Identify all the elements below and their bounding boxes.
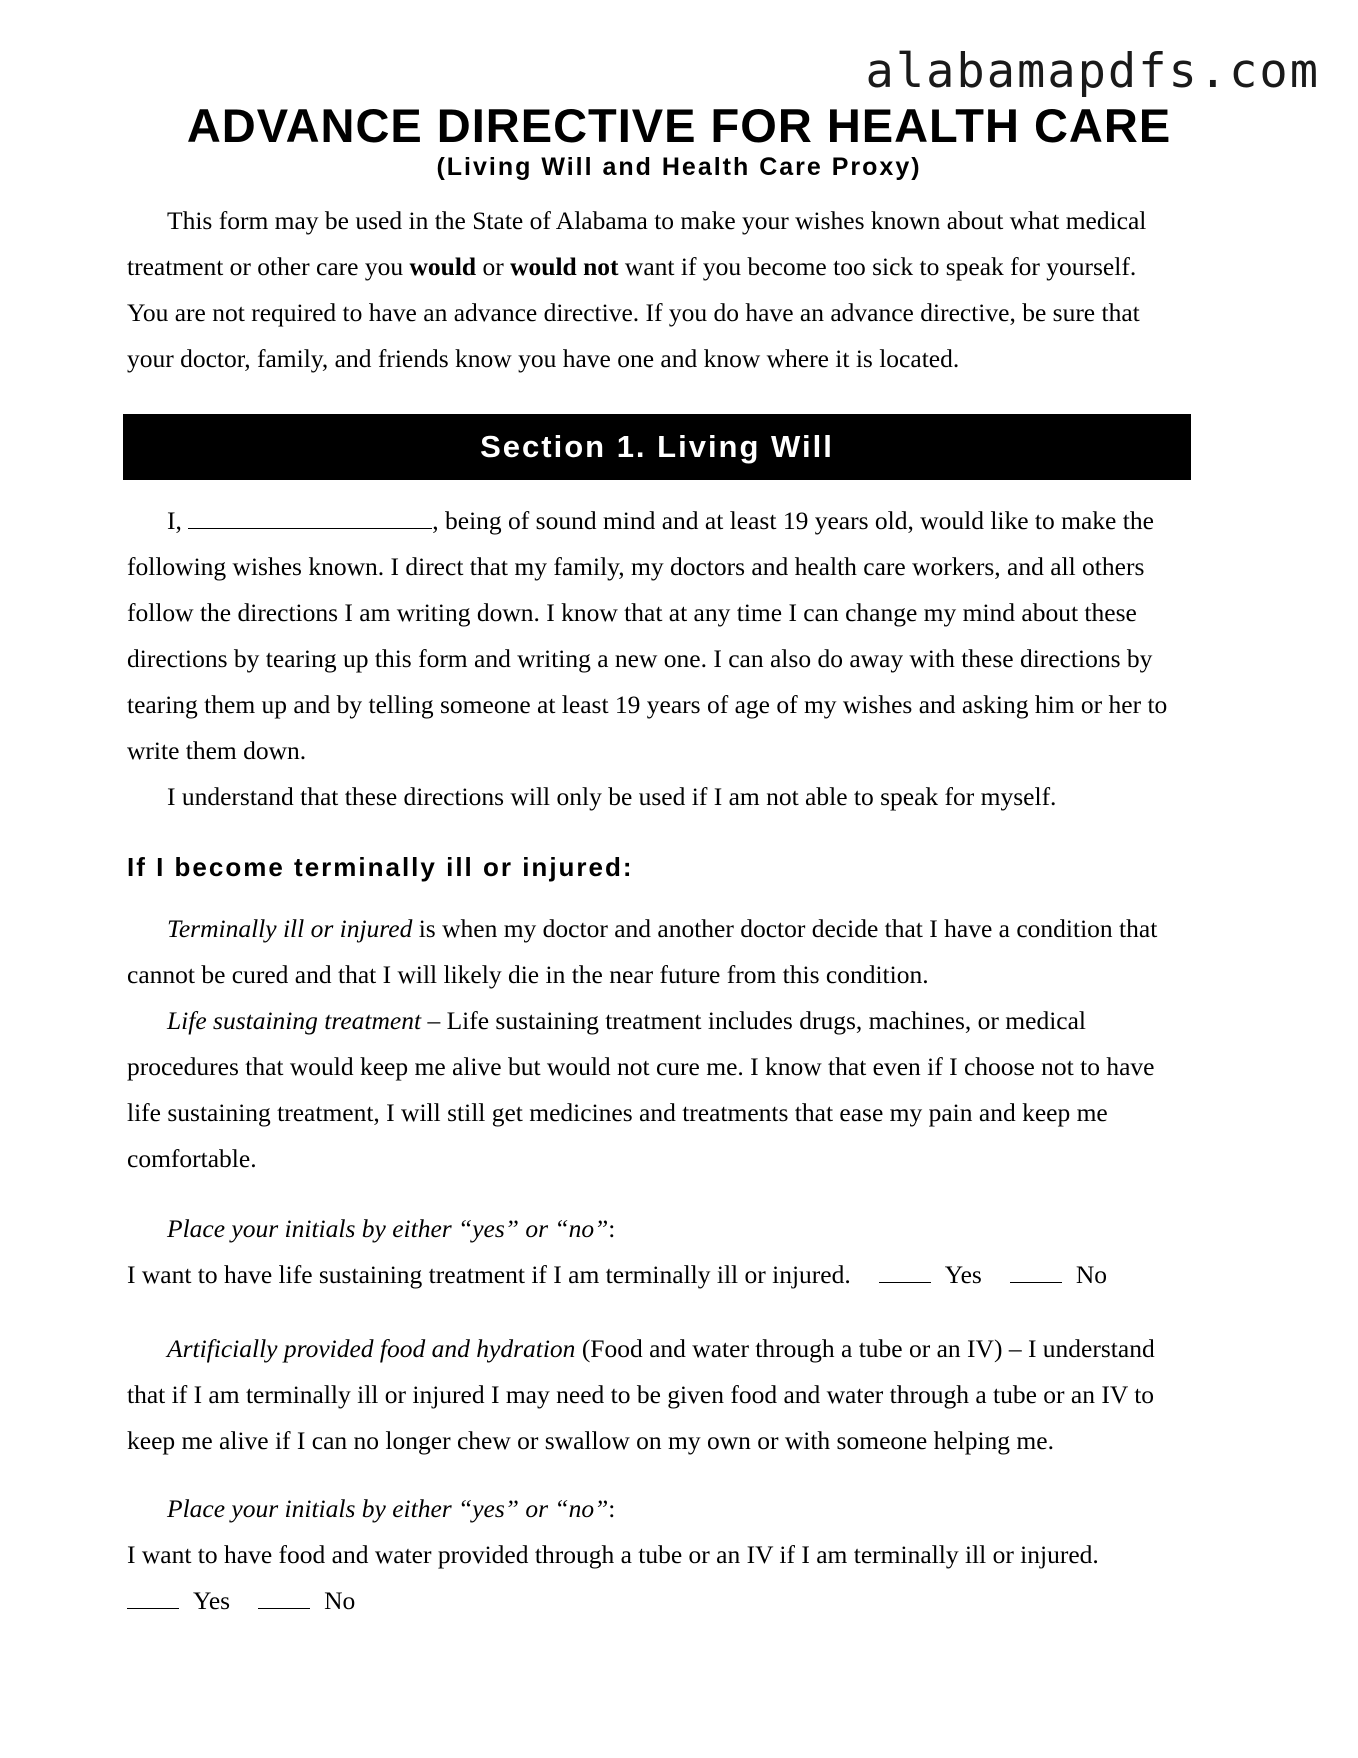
intro-paragraph bbox=[127, 198, 1207, 382]
yes-label: Yes bbox=[193, 1586, 231, 1615]
terminal-definitions bbox=[127, 906, 1207, 1182]
wishes-line: following wishes known. I direct that my family, my doctors and health care workers, and all others bbox=[127, 552, 1145, 581]
watermark: alabamapdfs.com bbox=[865, 44, 1320, 99]
no-label: No bbox=[324, 1586, 356, 1615]
wishes-line: I, , being of sound mind and at least 19 years old, would like to make the bbox=[167, 506, 1154, 535]
form-title: ADVANCE DIRECTIVE FOR HEALTH CARE bbox=[186, 99, 1172, 152]
wishes-line: follow the directions I am writing down. I know that at any time I can change my mind about these bbox=[127, 598, 1137, 627]
question-prompt: Place your initials by either “yes” or “no”: bbox=[167, 1494, 616, 1523]
q1-no-initials[interactable] bbox=[1010, 1260, 1062, 1283]
q2-no-initials[interactable] bbox=[258, 1586, 310, 1609]
question-1 bbox=[127, 1206, 1207, 1298]
definition-line: Life sustaining treatment – Life sustaining treatment includes drugs, machines, or medical bbox=[167, 1006, 1087, 1035]
wishes-line: I understand that these directions will only be used if I am not able to speak for myself. bbox=[167, 782, 1057, 811]
no-label: No bbox=[1075, 1260, 1107, 1289]
intro-line: your doctor, family, and friends know you have one and know where it is located. bbox=[127, 344, 960, 373]
would-emphasis: would bbox=[409, 252, 477, 281]
question-statement: I want to have life sustaining treatment if I am terminally ill or injured. Yes No bbox=[127, 1260, 1107, 1289]
definition-line: life sustaining treatment, I will still get medicines and treatments that ease my pain and keep me bbox=[127, 1098, 1108, 1127]
food-line: Artificially provided food and hydration (Food and water through a tube or an IV) – I understand bbox=[167, 1334, 1155, 1363]
yes-label: Yes bbox=[944, 1260, 982, 1289]
definition-line: Terminally ill or injured is when my doctor and another doctor decide that I have a condition that bbox=[167, 914, 1158, 943]
q1-yes-initials[interactable] bbox=[879, 1260, 931, 1283]
wishes-paragraph bbox=[127, 498, 1207, 820]
q2-yes-initials[interactable] bbox=[127, 1586, 179, 1609]
definition-line: cannot be cured and that I will likely die in the near future from this condition. bbox=[127, 960, 929, 989]
question-answers bbox=[127, 1578, 1207, 1624]
intro-line: This form may be used in the State of Alabama to make your wishes known about what medical bbox=[167, 206, 1147, 235]
name-blank[interactable] bbox=[188, 506, 432, 529]
food-paragraph bbox=[127, 1326, 1207, 1464]
intro-line: You are not required to have an advance directive. If you do have an advance directive, be sure that bbox=[127, 298, 1140, 327]
terminal-heading: If I become terminally ill or injured: bbox=[127, 852, 634, 882]
term-artificial-food: Artificially provided food and hydration bbox=[167, 1334, 576, 1363]
intro-line: treatment or other care you would or would not want if you become too sick to speak for yourself. bbox=[127, 252, 1137, 281]
wishes-line: write them down. bbox=[127, 736, 307, 765]
question-2 bbox=[127, 1486, 1207, 1624]
wishes-line: directions by tearing up this form and writing a new one. I can also do away with these directions by bbox=[127, 644, 1153, 673]
term-terminally-ill: Terminally ill or injured bbox=[167, 914, 413, 943]
food-line: keep me alive if I can no longer chew or swallow on my own or with someone helping me. bbox=[127, 1426, 1054, 1455]
food-line: that if I am terminally ill or injured I may need to be given food and water through a tube or an IV to bbox=[127, 1380, 1155, 1409]
would-not-emphasis: would not bbox=[510, 252, 619, 281]
question-statement: I want to have food and water provided through a tube or an IV if I am terminally ill or injured. bbox=[127, 1540, 1099, 1569]
form-subtitle: (Living Will and Health Care Proxy) bbox=[436, 153, 922, 181]
question-prompt: Place your initials by either “yes” or “no”: bbox=[167, 1214, 616, 1243]
section-1-heading: Section 1. Living Will bbox=[123, 414, 1191, 480]
definition-line: procedures that would keep me alive but would not cure me. I know that even if I choose not to have bbox=[127, 1052, 1155, 1081]
term-life-sustaining: Life sustaining treatment bbox=[167, 1006, 422, 1035]
definition-line: comfortable. bbox=[127, 1144, 257, 1173]
wishes-line: tearing them up and by telling someone at least 19 years of age of my wishes and asking him or her to bbox=[127, 690, 1168, 719]
